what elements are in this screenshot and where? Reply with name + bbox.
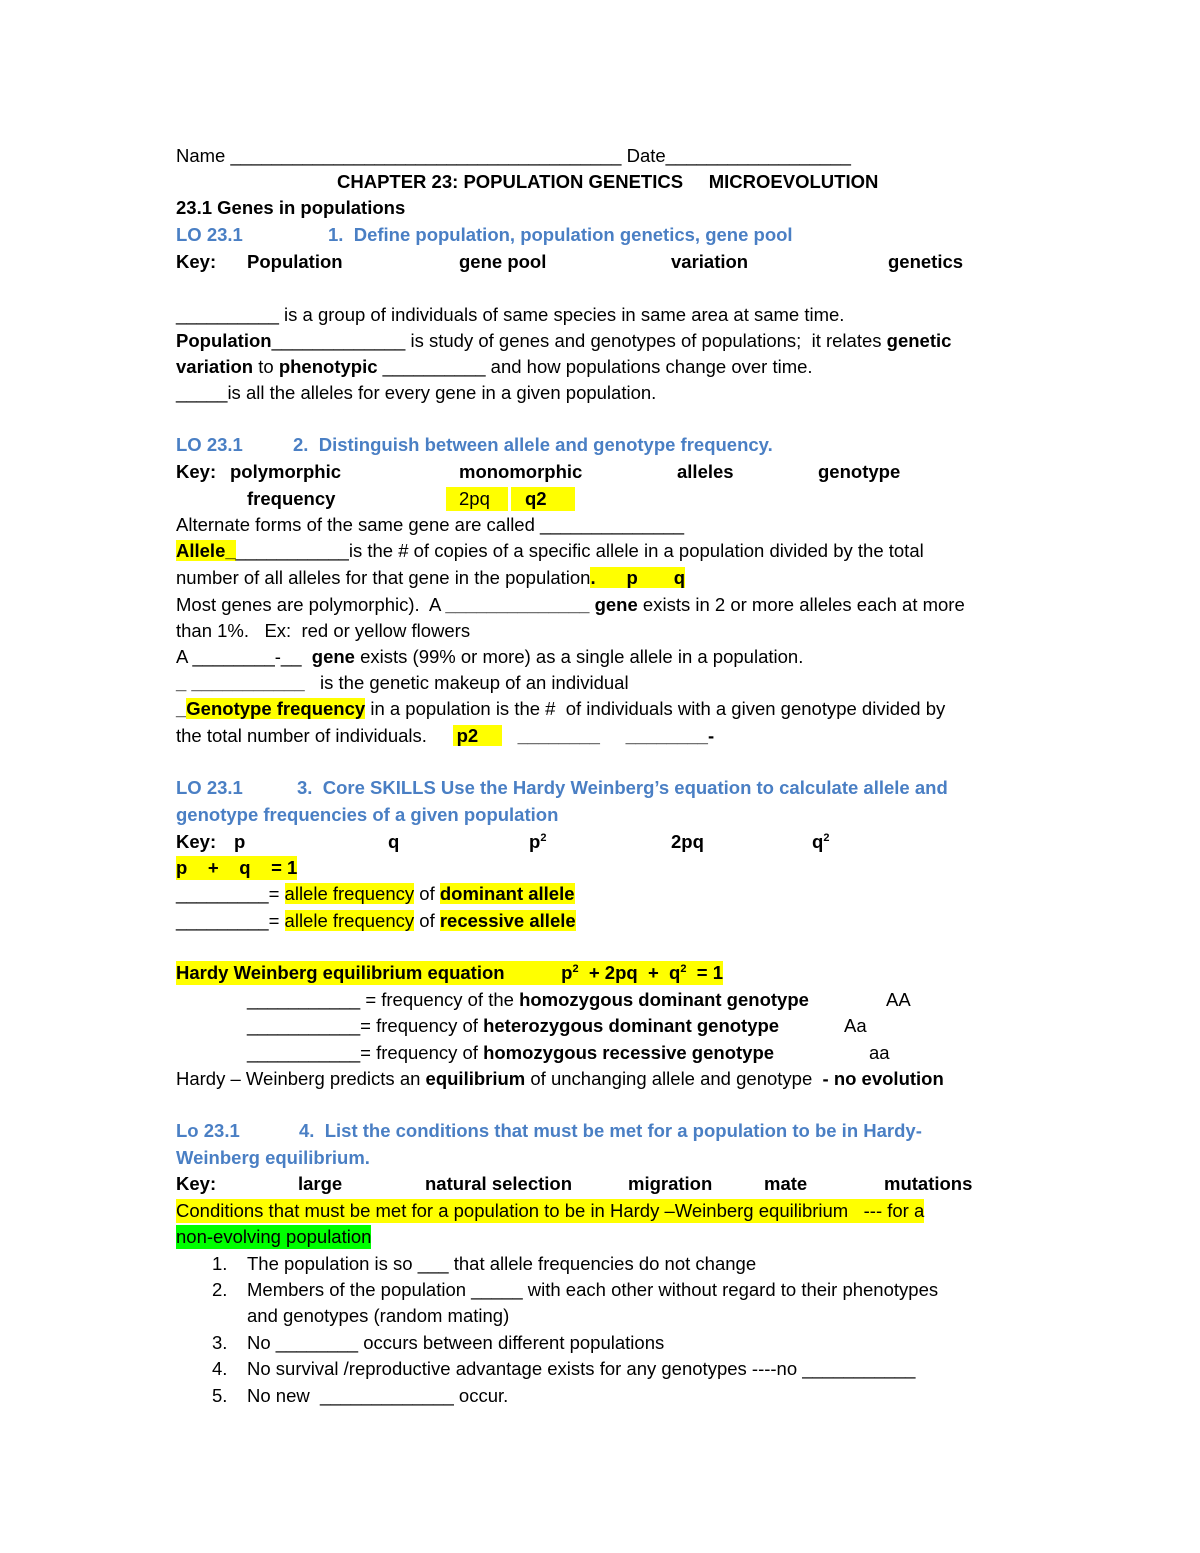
lo2-l4a: Most genes are polymorphic). A bbox=[176, 594, 446, 615]
lo3-r3c: aa bbox=[869, 1042, 890, 1063]
lo1-l2c: genetic bbox=[886, 330, 952, 351]
lo2-line-5: than 1%. Ex: red or yellow flowers bbox=[176, 620, 471, 641]
lo3-row-1 bbox=[247, 988, 809, 1012]
lo1-heading: 1. Define population, population genetics, gene pool bbox=[328, 224, 793, 245]
lo4-key-1: natural selection bbox=[425, 1173, 573, 1194]
list-item: Members of the population _____ with each other without regard to their phenotypes bbox=[247, 1279, 939, 1300]
lo2-l2a: Allele_ bbox=[176, 540, 236, 561]
lo2-l7a: _ ___________ bbox=[176, 672, 305, 693]
list-item: and genotypes (random mating) bbox=[247, 1305, 510, 1326]
lo2-line-4 bbox=[176, 593, 965, 617]
lo2-key-1: monomorphic bbox=[459, 461, 583, 482]
lo3-l2e: allele bbox=[524, 910, 576, 931]
lo2-l4d: exists in 2 or more alleles each at more bbox=[637, 594, 965, 615]
lo3-l2a: _________= bbox=[176, 910, 285, 931]
lo2-key-q2: q2 bbox=[511, 487, 575, 511]
lo2-key-frequency: frequency bbox=[247, 488, 336, 509]
lo3-l2c: of bbox=[414, 910, 440, 931]
lo2-l4c: gene bbox=[589, 594, 638, 615]
lo2-l9b: p2 bbox=[453, 725, 503, 746]
list-item: The population is so ___ that allele frequencies do not change bbox=[247, 1253, 757, 1274]
lo3-r1a: ___________ = frequency of the bbox=[247, 989, 520, 1010]
lo1-key-3: genetics bbox=[888, 251, 964, 272]
lo1-key-1: gene pool bbox=[459, 251, 547, 272]
lo1-l3b: to bbox=[253, 356, 279, 377]
lo2-l9a: the total number of individuals. bbox=[176, 725, 453, 746]
list-item: No survival /reproductive advantage exists for any genotypes ----no ___________ bbox=[247, 1358, 916, 1379]
list-item-number: 2. bbox=[212, 1279, 228, 1300]
name-date-line: Name ______________________________________ Date__________________ bbox=[176, 145, 851, 166]
lo2-l6a: A ________-__ bbox=[176, 646, 312, 667]
lo1-line-3 bbox=[176, 355, 813, 379]
lo3-key-4-base: q bbox=[812, 831, 824, 852]
lo2-line-9 bbox=[176, 724, 714, 748]
lo3-line-1 bbox=[176, 882, 575, 906]
lo2-l8a: _ bbox=[176, 698, 187, 719]
lo2-code: LO 23.1 bbox=[176, 434, 243, 455]
lo3-l1d: dominant allele bbox=[439, 883, 575, 904]
lo2-l7b: is the genetic makeup of an individual bbox=[304, 672, 629, 693]
lo1-key-0: Population bbox=[247, 251, 343, 272]
lo4-conditions-line-1: Conditions that must be met for a population to be in Hardy –Weinberg equilibrium --- for a bbox=[176, 1200, 925, 1221]
lo2-l2b: ___________is the # of copies of a specific allele in a population divided by the total bbox=[235, 540, 924, 561]
hardy-weinberg-equation bbox=[176, 961, 723, 985]
lo1-l3c: phenotypic bbox=[278, 356, 378, 377]
lo1-code: LO 23.1 bbox=[176, 224, 243, 245]
lo1-line-1: __________ is a group of individuals of same species in same area at same time. bbox=[176, 304, 845, 325]
lo3-prediction bbox=[176, 1067, 944, 1091]
lo2-line-2 bbox=[176, 539, 924, 563]
lo3-key-2 bbox=[529, 830, 546, 854]
lo2-l8b: Genotype frequency bbox=[186, 698, 366, 719]
lo3-r2b: heterozygous dominant genotype bbox=[483, 1015, 780, 1036]
lo3-r2c: Aa bbox=[844, 1015, 867, 1036]
list-item-number: 4. bbox=[212, 1358, 228, 1379]
hw-label: Hardy Weinberg equilibrium equation p bbox=[176, 962, 573, 983]
section-title: 23.1 Genes in populations bbox=[176, 197, 406, 218]
lo1-l3d: __________ and how populations change over time. bbox=[377, 356, 813, 377]
lo3-key-1: q bbox=[388, 831, 400, 852]
chapter-title: CHAPTER 23: POPULATION GENETICS MICROEVOLUTION bbox=[337, 171, 879, 192]
lo3-equation-p-q: p + q = 1 bbox=[176, 857, 298, 878]
hw-mid: + 2pq + q bbox=[578, 962, 681, 983]
list-item-number: 1. bbox=[212, 1253, 228, 1274]
list-item: No ________ occurs between different populations bbox=[247, 1332, 665, 1353]
lo4-key-4: mutations bbox=[884, 1173, 973, 1194]
lo3-row-2 bbox=[247, 1014, 779, 1038]
lo2-key-label: Key: bbox=[176, 461, 217, 482]
list-item: No new _____________ occur. bbox=[247, 1385, 509, 1406]
list-item-number: 3. bbox=[212, 1332, 228, 1353]
lo2-line-6 bbox=[176, 645, 803, 669]
lo1-l2b: _____________ is study of genes and genotypes of populations; it relates bbox=[271, 330, 887, 351]
lo3-heading-1: 3. Core SKILLS Use the Hardy Weinberg’s equation to calculate allele and bbox=[297, 777, 948, 798]
lo2-l4b: ______________ bbox=[445, 594, 590, 615]
lo3-code: LO 23.1 bbox=[176, 777, 243, 798]
lo4-code: Lo 23.1 bbox=[176, 1120, 240, 1141]
lo3-l1c: of bbox=[414, 883, 440, 904]
lo3-l2d: recessive bbox=[439, 910, 525, 931]
lo4-key-2: migration bbox=[628, 1173, 713, 1194]
lo3-p1c: of unchanging allele and genotype bbox=[525, 1068, 823, 1089]
lo4-conditions-line-2: non-evolving population bbox=[176, 1226, 372, 1247]
lo3-l1a: _________= bbox=[176, 883, 285, 904]
lo2-l6c: exists (99% or more) as a single allele in a population. bbox=[354, 646, 804, 667]
lo2-key-2: alleles bbox=[677, 461, 734, 482]
lo3-p1a: Hardy – Weinberg predicts an bbox=[176, 1068, 426, 1089]
lo3-p1b: equilibrium bbox=[425, 1068, 526, 1089]
lo2-key-3: genotype bbox=[818, 461, 901, 482]
lo2-l3b: . p q bbox=[590, 567, 686, 588]
lo3-key-2-sup: 2 bbox=[540, 831, 547, 844]
lo3-key-0: p bbox=[234, 831, 246, 852]
lo3-key-4 bbox=[812, 830, 829, 854]
lo1-key-label: Key: bbox=[176, 251, 217, 272]
lo4-heading-2: Weinberg equilibrium. bbox=[176, 1147, 370, 1168]
lo2-line-8 bbox=[176, 697, 945, 721]
lo2-l6b: gene bbox=[311, 646, 355, 667]
lo2-line-1: Alternate forms of the same gene are called ______________ bbox=[176, 514, 685, 535]
hw-end: = 1 bbox=[686, 962, 723, 983]
lo2-l3a: number of all alleles for that gene in the population bbox=[176, 567, 591, 588]
lo3-row-3 bbox=[247, 1041, 774, 1065]
lo1-l2a: Population bbox=[176, 330, 272, 351]
hw-sup-p: 2 bbox=[572, 962, 579, 975]
lo4-key-3: mate bbox=[764, 1173, 808, 1194]
lo2-l8c: in a population is the # of individuals with a given genotype divided by bbox=[365, 698, 946, 719]
lo2-key-0: polymorphic bbox=[230, 461, 342, 482]
lo3-key-4-sup: 2 bbox=[823, 831, 830, 844]
lo3-key-label: Key: bbox=[176, 831, 217, 852]
lo4-heading-1: 4. List the conditions that must be met for a population to be in Hardy- bbox=[299, 1120, 922, 1141]
lo2-heading: 2. Distinguish between allele and genotype frequency. bbox=[293, 434, 773, 455]
lo2-line-3 bbox=[176, 566, 685, 590]
lo3-line-2 bbox=[176, 909, 576, 933]
lo3-l1b: allele frequency bbox=[284, 883, 415, 904]
lo2-line-7 bbox=[176, 671, 629, 695]
lo1-line-4: _____is all the alleles for every gene in a given population. bbox=[176, 382, 657, 403]
lo3-key-3: 2pq bbox=[671, 831, 704, 852]
lo3-p1d: - no evolution bbox=[822, 1068, 944, 1089]
lo2-key-2pq: 2pq bbox=[446, 487, 508, 511]
lo3-r3b: homozygous recessive genotype bbox=[483, 1042, 775, 1063]
lo3-r1c: AA bbox=[886, 989, 911, 1010]
lo1-l3a: variation bbox=[176, 356, 254, 377]
lo3-key-2-base: p bbox=[529, 831, 541, 852]
lo3-r2a: ___________= frequency of bbox=[247, 1015, 484, 1036]
lo3-r3a: ___________= frequency of bbox=[247, 1042, 484, 1063]
lo3-heading-2: genotype frequencies of a given population bbox=[176, 804, 559, 825]
lo4-key-0: large bbox=[298, 1173, 343, 1194]
lo2-l9c: ________ ________- bbox=[502, 725, 715, 746]
list-item-number: 5. bbox=[212, 1385, 228, 1406]
hw-sup-q: 2 bbox=[680, 962, 687, 975]
lo1-line-2 bbox=[176, 329, 951, 353]
lo4-key-label: Key: bbox=[176, 1173, 217, 1194]
lo1-key-2: variation bbox=[671, 251, 749, 272]
lo3-r1b: homozygous dominant genotype bbox=[519, 989, 809, 1010]
lo3-l2b: allele frequency bbox=[284, 910, 415, 931]
